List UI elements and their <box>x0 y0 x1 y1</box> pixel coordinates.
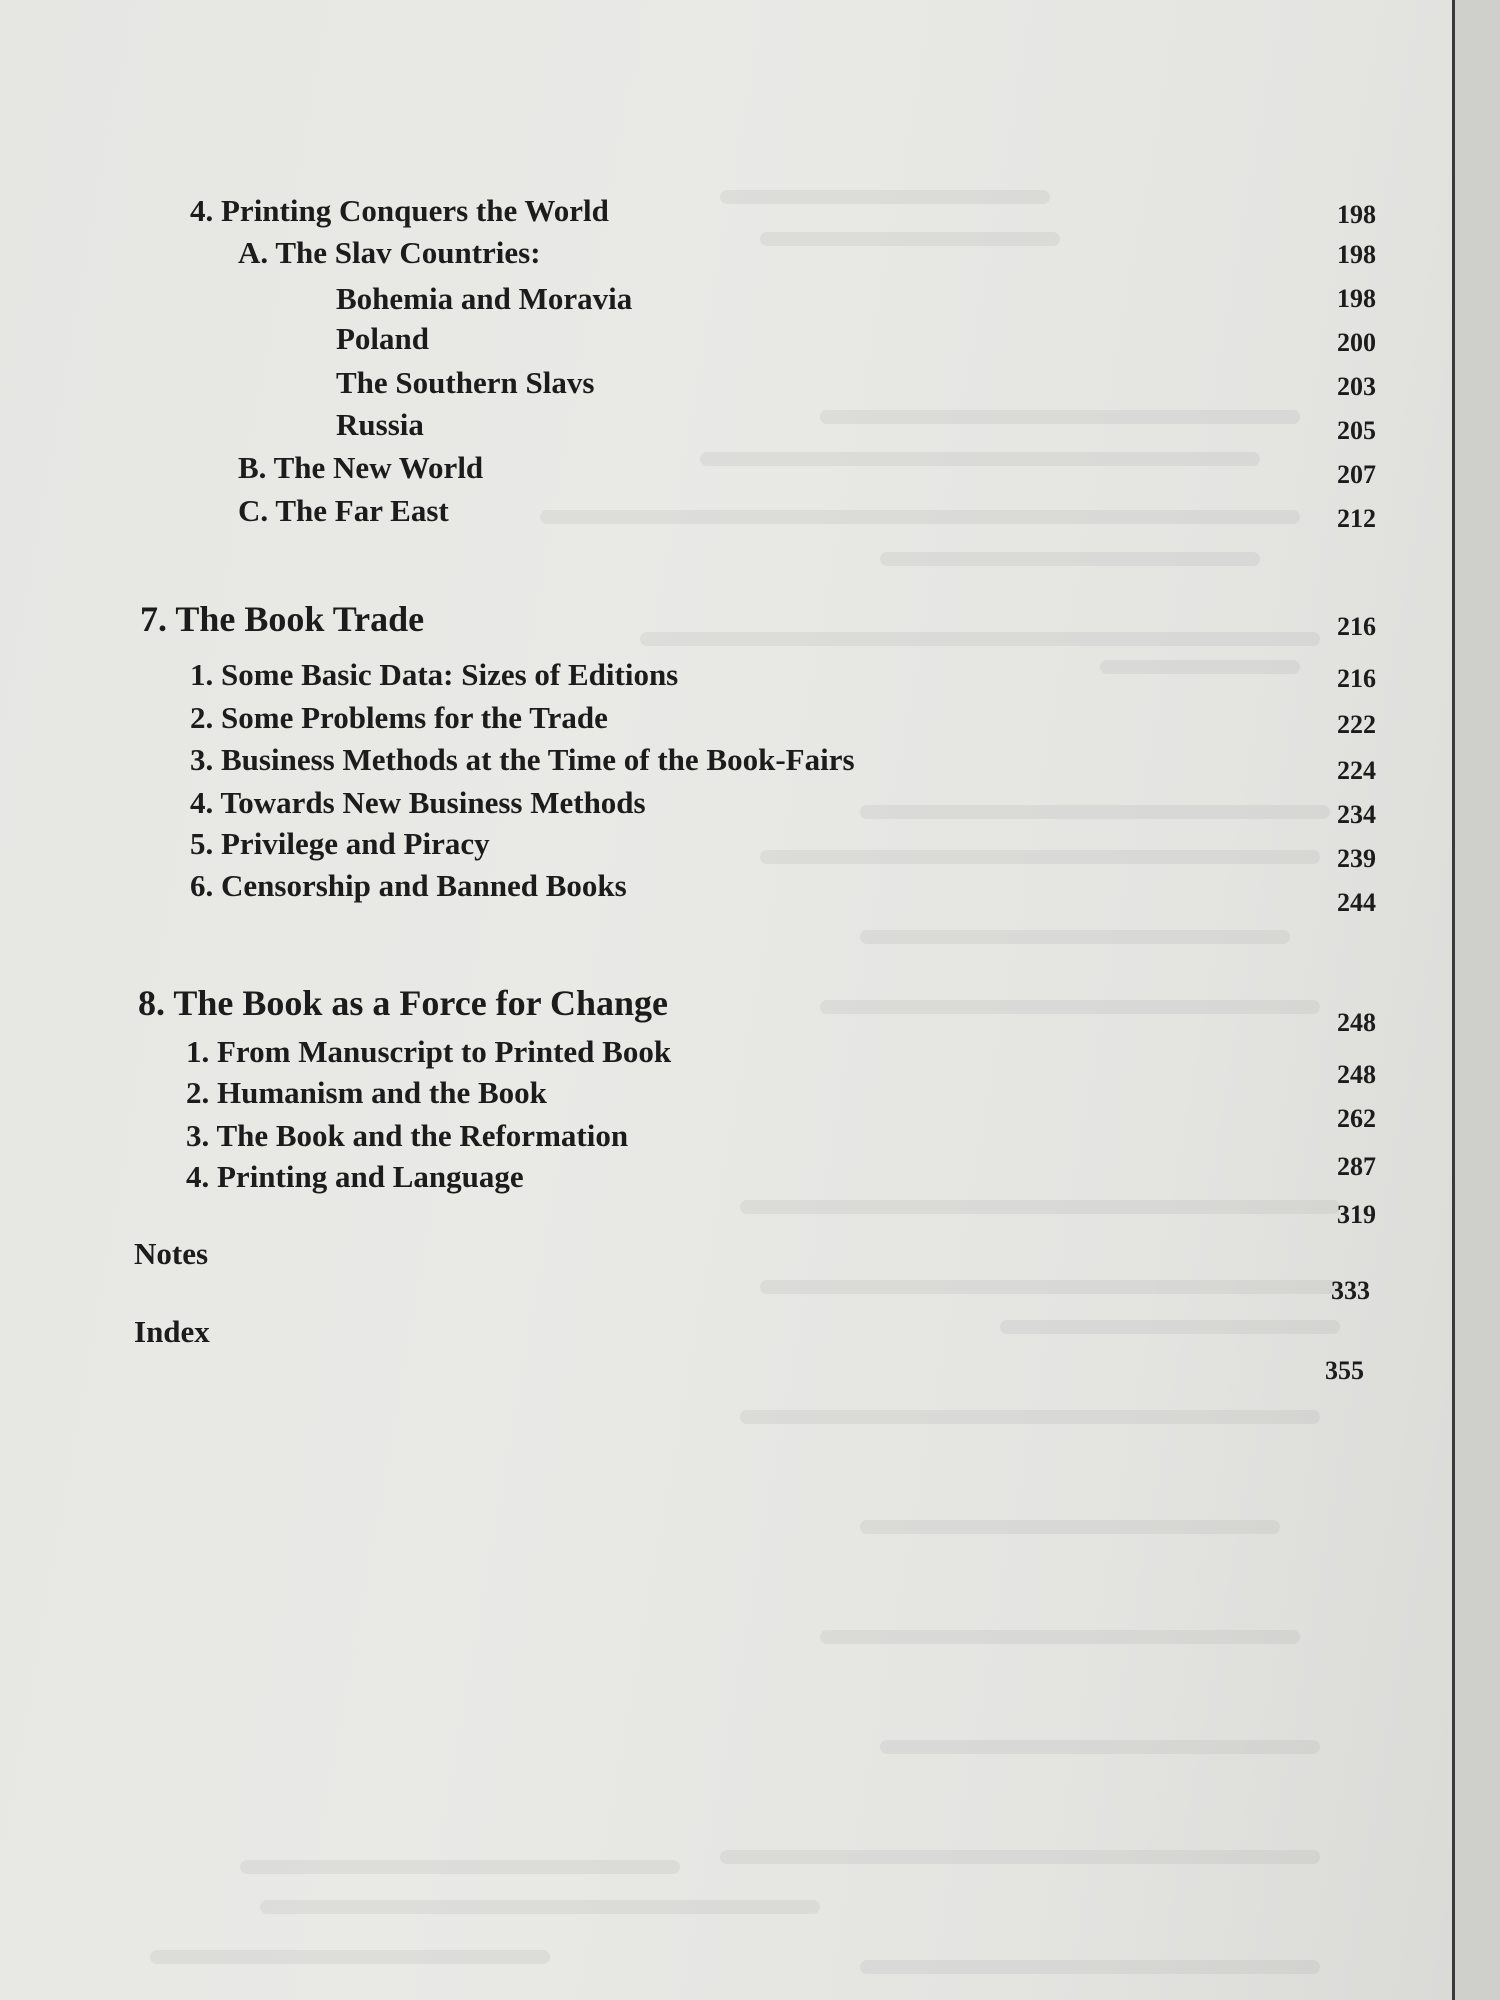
toc-chapter-book-trade: 7. The Book Trade <box>140 599 425 639</box>
toc-entry-notes: Notes <box>134 1236 209 1271</box>
toc-page-number: 198 <box>1337 240 1376 269</box>
toc-entry-problems-for-trade: 2. Some Problems for the Trade <box>190 700 608 735</box>
toc-entry-bohemia-and-moravia: Bohemia and Moravia <box>336 281 633 316</box>
toc-entry-southern-slavs: The Southern Slavs <box>336 365 595 400</box>
toc-page-number: 205 <box>1337 416 1376 445</box>
toc-entry-printing-conquers-the-world: 4. Printing Conquers the World <box>190 193 609 228</box>
toc-page-number: 224 <box>1337 756 1376 785</box>
toc-entry-business-methods-book-fairs: 3. Business Methods at the Time of the Book-Fairs <box>190 742 855 777</box>
toc-entry-russia: Russia <box>336 407 424 442</box>
toc-entry-manuscript-to-printed-book: 1. From Manuscript to Printed Book <box>186 1034 672 1069</box>
toc-page-number: 244 <box>1337 888 1376 917</box>
toc-entry-sizes-of-editions: 1. Some Basic Data: Sizes of Editions <box>190 657 679 692</box>
toc-page-number: 248 <box>1337 1060 1376 1089</box>
toc-page-number: 216 <box>1337 664 1376 693</box>
toc-page-number: 355 <box>1325 1356 1364 1385</box>
toc-entry-book-and-reformation: 3. The Book and the Reformation <box>186 1118 629 1153</box>
toc-page-number: 262 <box>1337 1104 1376 1133</box>
toc-chapter-force-for-change: 8. The Book as a Force for Change <box>138 983 669 1023</box>
toc-page-number: 222 <box>1337 710 1376 739</box>
toc-entry-index: Index <box>134 1314 210 1349</box>
toc-page-number: 212 <box>1337 504 1376 533</box>
toc-page-number: 200 <box>1337 328 1376 357</box>
toc-page-number: 239 <box>1337 844 1376 873</box>
toc-page-number: 198 <box>1337 284 1376 313</box>
toc-entry-slav-countries: A. The Slav Countries: <box>238 235 541 270</box>
toc-entry-new-business-methods: 4. Towards New Business Methods <box>190 785 646 820</box>
background-surface <box>1455 0 1500 2000</box>
toc-entry-far-east: C. The Far East <box>238 493 449 528</box>
toc-page-number: 207 <box>1337 460 1376 489</box>
toc-page-number: 198 <box>1337 200 1376 229</box>
toc-page-number: 319 <box>1337 1200 1376 1229</box>
toc-entry-censorship-banned-books: 6. Censorship and Banned Books <box>190 868 627 903</box>
toc-page-number: 287 <box>1337 1152 1376 1181</box>
toc-page-number: 248 <box>1337 1008 1376 1037</box>
toc-entry-privilege-and-piracy: 5. Privilege and Piracy <box>190 826 490 861</box>
toc-entry-humanism-and-book: 2. Humanism and the Book <box>186 1075 547 1110</box>
toc-page-number: 203 <box>1337 372 1376 401</box>
toc-entry-new-world: B. The New World <box>238 450 484 485</box>
toc-page-number: 234 <box>1337 800 1376 829</box>
toc-entry-poland: Poland <box>336 321 430 356</box>
toc-entry-printing-and-language: 4. Printing and Language <box>186 1159 524 1194</box>
toc-page-number: 333 <box>1331 1276 1370 1305</box>
toc-page-number: 216 <box>1337 612 1376 641</box>
